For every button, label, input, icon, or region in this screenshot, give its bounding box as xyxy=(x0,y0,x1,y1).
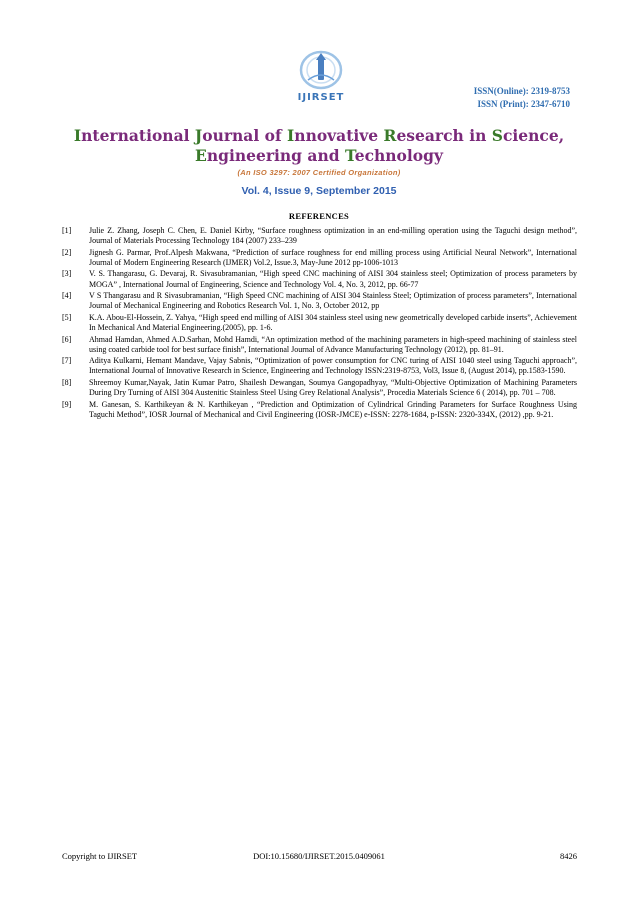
journal-title-line1: International Journal of Innovative Research in Science, xyxy=(73,126,565,145)
reference-number: [7] xyxy=(62,356,72,366)
reference-text: M. Ganesan, S. Karthikeyan & N. Karthikeyan , “Prediction and Optimization of Cylindrical Grinding Parameters for Surface Roughness Using Taguchi Method”, IOSR Journal of Mechanical and Civil Engineering (IOSR-JMCE) e-ISSN: 2278-1684, p-ISSN: 2320-334X, (2012) ,pp. 9-21. xyxy=(89,399,577,419)
reference-item xyxy=(62,313,577,333)
journal-title xyxy=(60,126,578,166)
volume-issue: Vol. 4, Issue 9, September 2015 xyxy=(241,185,397,197)
reference-number: [6] xyxy=(62,334,72,344)
reference-item xyxy=(62,269,577,289)
reference-number: [5] xyxy=(62,312,72,322)
reference-text: Jignesh G. Parmar, Prof.Alpesh Makwana, “Prediction of surface roughness for end milling process using Artificial Neural Network”, International Journal of Modern Engineering Research (IJMER) Vol.2, Issue.3, May-June 2012 pp-1006-1013 xyxy=(89,247,577,267)
reference-text: V S Thangarasu and R Sivasubramanian, “High Speed CNC machining of AISI 304 Stainless Steel; Optimization of process parameters”, International Journal of Mechanical Engineering and Robotics Research Vol. 1, No. 3, October 2012, pp xyxy=(89,291,577,311)
footer-doi: DOI:10.15680/IJIRSET.2015.0409061 xyxy=(253,851,385,861)
reference-number: [1] xyxy=(62,226,72,235)
issn-online: ISSN(Online): 2319-8753 xyxy=(473,86,570,96)
references-list xyxy=(62,226,577,421)
reference-item xyxy=(62,378,577,398)
reference-number: [3] xyxy=(62,269,72,279)
reference-text: Aditya Kulkarni, Hemant Mandave, Vajay Sabnis, “Optimization of power consumption for CNC turing of AISI 1040 steel using Taguchi approach”, International Journal of Innovative Research in Science, Engineering and Technology ISSN:2319-8753, Vol3, Issue 8, (August 2014), pp.1583-1590. xyxy=(89,356,577,376)
reference-text: V. S. Thangarasu, G. Devaraj, R. Sivasubramanian, “High speed CNC machining of AISI 304 stainless steel; Optimization of process parameters by MOGA” , International Journal of Engineering, Science and Technology Vol. 4, No. 3, 2012, pp. 66-77 xyxy=(89,269,577,289)
issn-print: ISSN (Print): 2347-6710 xyxy=(477,98,570,109)
references-heading: REFERENCES xyxy=(288,211,350,221)
reference-text: Julie Z. Zhang, Joseph C. Chen, E. Daniel Kirby, “Surface roughness optimization in an end-milling operation using the Taguchi design method”, Journal of Materials Processing Technology 184 (2007) 233–239 xyxy=(89,226,577,246)
issn-block xyxy=(474,85,570,110)
logo-text: IJIRSET xyxy=(297,92,345,103)
reference-item xyxy=(62,400,577,420)
reference-number: [9] xyxy=(62,399,72,409)
footer-copyright: Copyright to IJIRSET xyxy=(62,851,138,861)
journal-title-line2: Engineering and Technology xyxy=(195,146,443,165)
reference-item xyxy=(62,291,577,311)
reference-number: [2] xyxy=(62,247,72,257)
reference-item xyxy=(62,248,577,268)
reference-item xyxy=(62,335,577,355)
journal-logo xyxy=(286,50,356,104)
reference-item xyxy=(62,226,577,246)
reference-number: [4] xyxy=(62,291,72,301)
reference-item xyxy=(62,356,577,376)
reference-number: [8] xyxy=(62,377,72,387)
iso-certification: (An ISO 3297: 2007 Certified Organization) xyxy=(237,168,401,177)
reference-text: Shreemoy Kumar,Nayak, Jatin Kumar Patro, Shailesh Dewangan, Soumya Gangopadhyay, “Multi-Objective Optimization of Machining Parameters During Dry Turning of AISI 304 Austenitic Stainless Steel Using Grey Relational Analysis”, Procedia Materials Science 6 ( 2014), pp. 701 – 708. xyxy=(89,377,577,398)
footer-page-number: 8426 xyxy=(560,851,577,861)
reference-text: K.A. Abou-El-Hossein, Z. Yahya, “High speed end milling of AISI 304 stainless steel using new geometrically developed carbide inserts”, Achievement In Mechanical And Material Engineering.(2005), pp. 1-6. xyxy=(89,312,577,333)
reference-text: Ahmad Hamdan, Ahmed A.D.Sarhan, Mohd Hamdi, “An optimization method of the machining parameters in high-speed machining of stainless steel using coated carbide tool for best surface finish”, International Journal of Advance Manufacturing Technology (2012), pp. 81–91. xyxy=(89,334,577,354)
